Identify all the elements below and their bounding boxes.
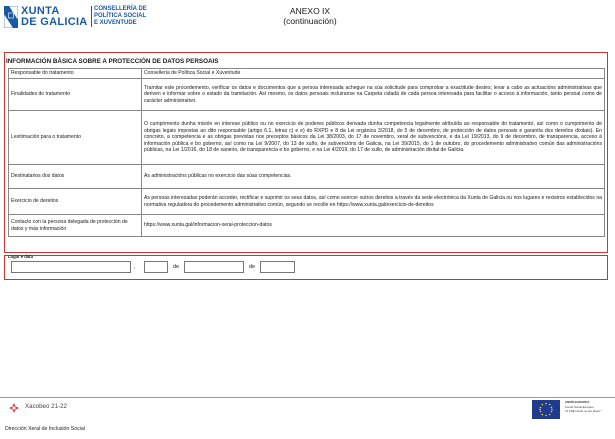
row-value: As administracións públicas no exercicio das súas competencias. — [142, 165, 605, 189]
xacobeo-text: Xacobeo 21-22 — [25, 403, 67, 410]
table-row — [9, 189, 605, 215]
row-value: As persoas interesadas poderán acceder, rectificar e suprimir os seus datos, así como exercer outros dereitos a través da sede electrónica da Xunta de Galicia ou nos lugares e rexistros establecidos na normativa reguladora do procedemento administrativo común, segundo se recolle en https://www.xunta.gal/exercicio-de-dereitos — [142, 189, 605, 215]
xunta-logo-text — [21, 6, 88, 28]
de-separator-1: de — [173, 264, 180, 270]
row-label: Finalidades do tratamento — [9, 79, 142, 111]
xacobeo-symbol-icon — [8, 402, 20, 414]
row-label: Destinatarios dos datos — [9, 165, 142, 189]
place-input[interactable] — [11, 261, 131, 273]
document-header — [0, 0, 615, 52]
xunta-flag-icon — [4, 6, 18, 28]
department-line1: CONSELLERÍA DE — [94, 6, 147, 12]
directorate-name: Dirección Xeral de Inclusión Social — [5, 426, 85, 432]
xunta-logo — [4, 6, 90, 36]
eu-caption — [565, 400, 601, 414]
footer-divider — [0, 397, 615, 398]
annex-heading — [280, 6, 340, 26]
row-value: O cumprimento dunha misión en interese público ou no exercicio de poderes públicos derivada dunha competencia legalmente atribuída ao responsable do tratamento, así como o cumprimento de obrigas legais impostas ao dito responsable (artigo 6.1, letras c) e e) do RXPD e 8 da Lei orgánica 3/2018, do 5 de decembro, de protección de datos persoais e garantía dos dereitos dixitais). En concreto, a competencia e as obrigas previstas nos preceptos básicos da Lei 38/2003, do 17 de novembro, xeral de subvencións, e da Lei 19/2013, do 9 de decembro, de transparencia, acceso á información pública e bo goberno, así como na Lei 9/2007, do 13 de xuño, de subvencións de Galicia, na Lei 39/2015, do 1 de outubro, do procedemento administrativo común das administracións públicas, na Lei 1/2016, do 18 de xaneiro, de transparencia e bo goberno, e na Lei 4/2019, do 17 de xullo, de administración dixital de Galicia. — [142, 111, 605, 165]
data-protection-table — [8, 68, 605, 237]
year-input[interactable] — [260, 261, 295, 273]
table-row — [9, 69, 605, 79]
eu-caption-line3: "O FSE invirte no teu futuro" — [565, 409, 602, 413]
xunta-logo-line2: DE GALICIA — [21, 16, 88, 28]
table-row — [9, 215, 605, 237]
de-separator-2: de — [249, 264, 256, 270]
row-value: Consellería de Política Social e Xuventude — [142, 69, 605, 79]
place-date-label: Lugar e data — [8, 254, 33, 259]
table-row — [9, 165, 605, 189]
xacobeo-logo — [8, 402, 98, 416]
xunta-logo-line1: XUNTA — [21, 5, 60, 17]
department-line3: E XUVENTUDE — [94, 20, 137, 26]
eu-caption-line1: UNIÓN EUROPEA — [565, 400, 590, 404]
row-label: Contacto con la persona delegada de protección de datos y más información — [9, 215, 142, 237]
row-label: Exercicio de dereitos — [9, 189, 142, 215]
department-name — [94, 6, 147, 27]
table-row — [9, 79, 605, 111]
annex-subtitle: (continuación) — [283, 16, 337, 26]
data-protection-title: INFORMACIÓN BÁSICA SOBRE A PROTECCIÓN DE DATOS PERSOAIS — [6, 58, 219, 65]
comma-separator: , — [134, 264, 136, 270]
annex-title: ANEXO IX — [289, 6, 331, 16]
row-value: https://www.xunta.gal/informacion-xeral-proteccion-datos — [142, 215, 605, 237]
day-input[interactable] — [144, 261, 168, 273]
row-label: Lexitimación para o tratamento — [9, 111, 142, 165]
row-value: Tramitar este procedemento, verificar os datos e documentos que a persoa interesada achegue na súa solicitude para comprobar a exactitude destes; levar a cabo as actuacións administrativas que deriven e informar sobre o estado da tramitación. Así mesmo, os datos persoais incluiranse na Carpeta cidadá de cada persoa interesada para facilitar o acceso á información, tanto persoal como de carácter administrativo. — [142, 79, 605, 111]
table-row — [9, 111, 605, 165]
month-input[interactable] — [184, 261, 244, 273]
row-label: Responsable do tratamento — [9, 69, 142, 79]
eu-caption-line2: Fondo Social Europeo — [565, 404, 594, 409]
department-line2: POLÍTICA SOCIAL — [94, 13, 147, 19]
header-divider — [91, 6, 92, 27]
eu-flag-icon — [532, 400, 560, 419]
